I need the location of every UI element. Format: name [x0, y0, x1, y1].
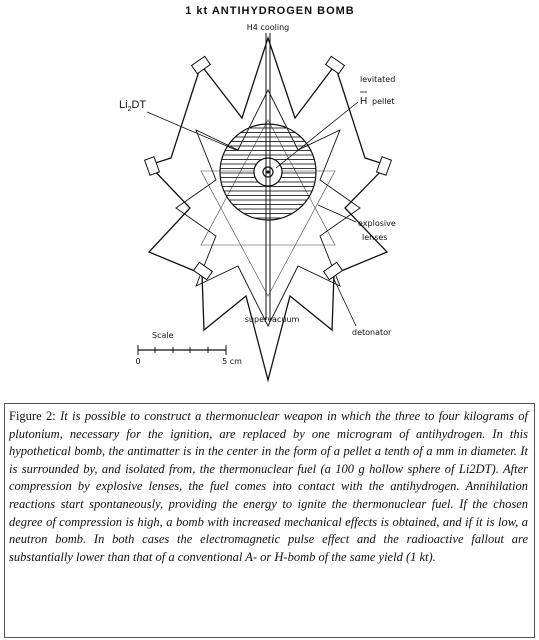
lenses-label: lenses: [362, 233, 388, 242]
detonator-label: detonator: [352, 328, 392, 337]
scale-title: Scale: [152, 331, 174, 340]
pellet-label-group: [360, 92, 395, 107]
detonator-top-right: [326, 56, 345, 73]
cooling-label: H4 cooling: [246, 23, 290, 32]
detonator-top-left: [192, 56, 211, 73]
supervacuum-label: supervacuum: [244, 315, 300, 324]
explosive-label: explosive: [358, 219, 396, 228]
scale-start-label: 0: [135, 357, 141, 366]
scale-bar: [135, 331, 242, 366]
scale-end-label: 5 cm: [222, 357, 242, 366]
antihydrogen-pellet: [266, 170, 269, 173]
pellet-label: pellet: [372, 97, 395, 106]
detonator-leader-line: [333, 277, 356, 326]
figure-caption: [4, 403, 535, 638]
detonator-left: [145, 157, 160, 175]
caption-text: It is possible to construct a thermonuclear weapon in which the three to four kilograms of plutonium, necessary for the ignition, are replaced by one microgram of antihydrogen. In this hypothetical bomb, the antimatter is in the center in the form of a pellet a tenth of a mm in diameter. It is surrounded by, and isolated from, the thermonuclear fuel (a 100 g hollow sphere of Li2DT). After compression by explosive lenses, the fuel comes into contact with the antihydrogen. Annihilation reactions start spontaneously, providing the energy to ignite the thermonuclear fuel. If the chosen degree of compression is high, a bomb with increased mechanical effects is obtained, and if it is low, a neutron bomb. In both cases the electromagnetic pulse effect and the radioactive fallout are substantially lower than that of a conventional A- or H-bomb of the same yield (1 kt).: [9, 409, 528, 564]
figure-label: Figure 2:: [9, 409, 56, 423]
diagram-title: 1 kt ANTIHYDROGEN BOMB: [185, 5, 355, 17]
pellet-symbol: H: [360, 96, 368, 107]
levitated-label: levitated: [360, 75, 396, 84]
fuel-label: $Li_2DT$: [119, 99, 147, 113]
detonator-right: [377, 157, 392, 175]
